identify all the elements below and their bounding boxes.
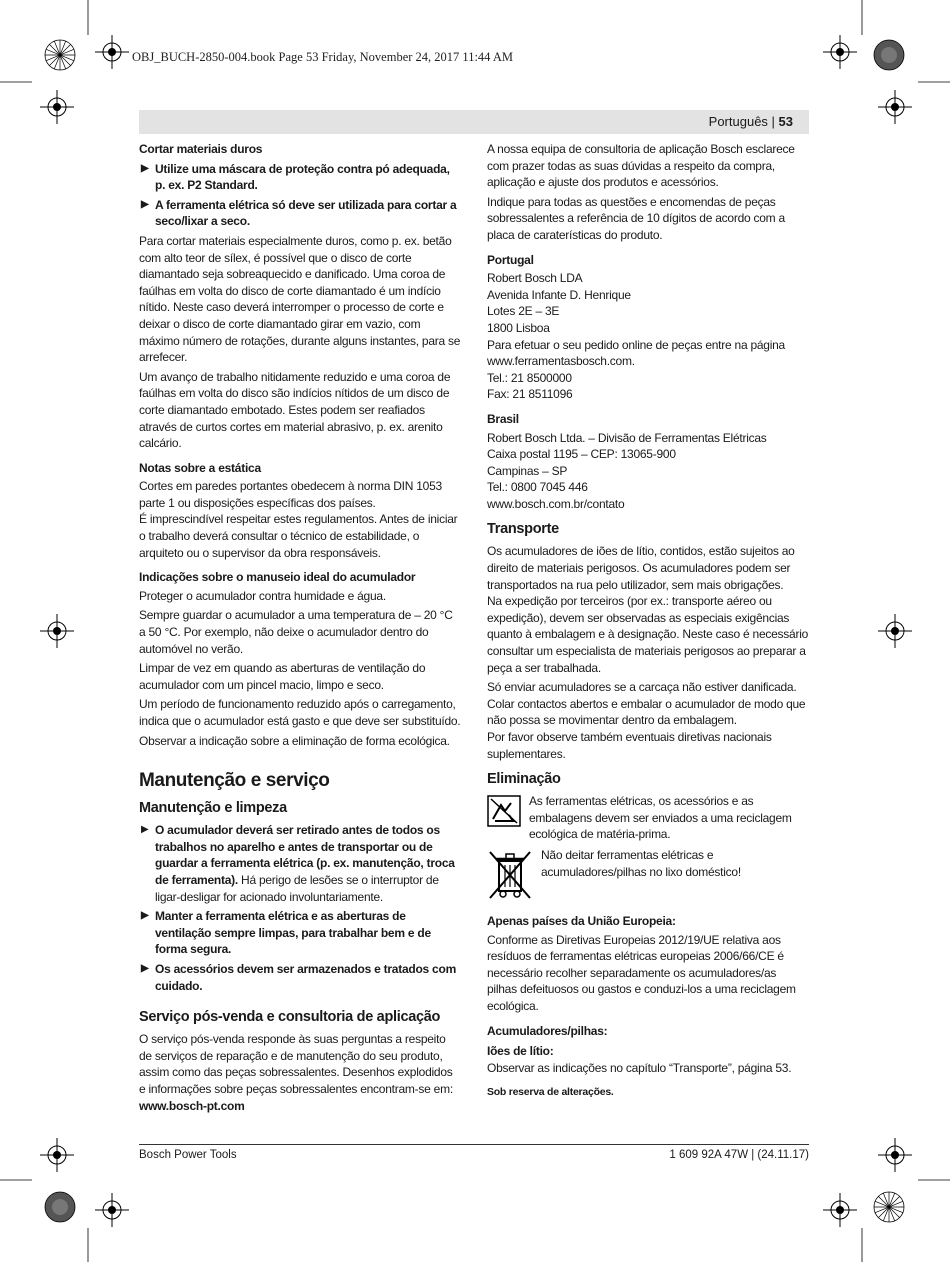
paragraph: Limpar de vez em quando as aberturas de ventilação do acumulador com um pincel macio, limpo e seco. [139, 661, 426, 692]
bullet-text: Há perigo de lesões se o interruptor de ligar-desligar for acionado involuntariamente. [155, 872, 439, 904]
address-line: Lotes 2E – 3E [487, 304, 560, 319]
calibration-disc-icon [873, 39, 905, 71]
paragraph: Para cortar materiais especialmente duros, como p. ex. betão com alto teor de sílex, é possível que o disco de corte diamantado seja sobreaquecido e danificado. Uma coroa de faúlhas em volta do disco de corte diamantado é um indício nítido. Neste caso deverá interromper o processo de corte e deixar o disco de corte diamantado girar em vazio, com máximo número de rotações, durante alguns instantes, para se arrefecer. [139, 233, 461, 365]
footer-doc-number: 1 609 92A 47W | (24.11.17) [669, 1149, 809, 1161]
calibration-disc-icon [44, 1191, 76, 1223]
header-language: Português [708, 114, 768, 129]
address-line: Para efetuar o seu pedido online de peças entre na página www.ferramentasbosch.com. [487, 337, 785, 369]
bullet-text: Manter a ferramenta elétrica e as aberturas de ventilação sempre limpas, para trabalhar bem e de forma segura. [155, 909, 431, 957]
section-heading-acumulador: Indicações sobre o manuseio ideal do acumulador [139, 570, 416, 585]
bullet-triangle-icon: ▶ [141, 910, 149, 922]
paragraph: Sempre guardar o acumulador a uma temperatura de – 20 °C a 50 °C. Por exemplo, não deixe o acumulador dentro do automóvel no verão. [139, 608, 453, 656]
address-line: Caixa postal 1195 – CEP: 13065-900 [487, 447, 676, 462]
address-line: Fax: 21 8511096 [487, 387, 573, 402]
section-heading-cortar: Cortar materiais duros [139, 142, 263, 156]
bullet-item [139, 197, 461, 230]
paragraph: Observar a indicação sobre a eliminação de forma ecológica. [139, 733, 450, 748]
section-heading-transporte: Transporte [487, 521, 559, 538]
bullet-triangle-icon: ▶ [141, 962, 149, 974]
section-heading-ioes: Iões de lítio: [487, 1044, 554, 1059]
bin-notice [487, 847, 809, 881]
paragraph: As ferramentas elétricas, os acessórios e as embalagens devem ser enviados a uma reciclagem ecológica de matéria-prima. [529, 794, 792, 842]
address-line: Campinas – SP [487, 463, 568, 478]
section-heading-servico: Serviço pós-venda e consultoria de aplicação [139, 1009, 441, 1026]
address-line: Robert Bosch Ltda. – Divisão de Ferramentas Elétricas [487, 430, 767, 445]
crossed-out-bin-icon [487, 849, 533, 901]
paragraph: Indique para todas as questões e encomendas de peças sobressalentes a referência de 10 dígitos de acordo com a placa de caraterísticas do produto. [487, 194, 785, 242]
bullet-triangle-icon: ▶ [141, 162, 149, 174]
paragraph: A nossa equipa de consultoria de aplicação Bosch esclarece com prazer todas as suas dúvidas a respeito da compra, aplicação e ajuste dos produtos e acessórios. [487, 142, 795, 190]
right-column [487, 141, 809, 1104]
section-heading-eliminacao: Eliminação [487, 771, 561, 788]
page-number: 53 [778, 114, 793, 129]
page-header [139, 110, 809, 134]
bullet-text: Utilize uma máscara de proteção contra pó adequada, p. ex. P2 Standard. [155, 161, 450, 193]
portugal-address [487, 270, 809, 403]
paragraph: Proteger o acumulador contra humidade e água. [139, 588, 386, 603]
paragraph: Na expedição por terceiros (por ex.: transporte aéreo ou expedição), devem ser observadas as especiais exigências quanto à embalagem e à designação. Neste caso é necessário consultar um especialista de materiais perigosos ao preparar a peça a ser trabalhada. [487, 594, 809, 675]
footer-brand: Bosch Power Tools [139, 1149, 237, 1161]
paragraph: Conforme as Diretivas Europeias 2012/19/UE relativa aos resíduos de ferramentas elétricas europeias 2006/66/CE é necessário recolher separadamente os acumuladores/as pilhas defeituosos ou gastos e conduzi-los a uma reciclagem ecológica. [487, 932, 796, 1013]
bullet-triangle-icon: ▶ [141, 198, 149, 210]
address-line: Tel.: 0800 7045 446 [487, 480, 588, 495]
paragraph: Só enviar acumuladores se a carcaça não estiver danificada. Colar contactos abertos e embalar o acumulador de modo que não possa se movimentar dentro da embalagem. [487, 680, 806, 728]
section-heading-ue: Apenas países da União Europeia: [487, 913, 676, 928]
recycling-notice [487, 793, 809, 843]
book-file-line: OBJ_BUCH-2850-004.book Page 53 Friday, November 24, 2017 11:44 AM [132, 50, 513, 64]
bullet-text: Os acessórios devem ser armazenados e tratados com cuidado. [155, 961, 456, 993]
calibration-disc-icon [873, 1191, 905, 1223]
bullet-text: A ferramenta elétrica só deve ser utilizada para cortar a seco/lixar a seco. [155, 197, 457, 229]
service-url-link[interactable]: www.bosch-pt.com [139, 1098, 245, 1113]
chapter-heading-manutencao: Manutenção e serviço [139, 770, 330, 792]
address-line: 1800 Lisboa [487, 320, 550, 335]
section-heading-limpeza: Manutenção e limpeza [139, 800, 287, 817]
bullet-item [139, 961, 461, 994]
calibration-disc-icon [44, 39, 76, 71]
address-line: Robert Bosch LDA [487, 271, 583, 286]
paragraph: O serviço pós-venda responde às suas perguntas a respeito de serviços de reparação e de manutenção do seu produto, assim como das peças sobressalentes. Desenhos explodidos e informações sobre peças sobressalentes encontram-se em: [139, 1032, 453, 1096]
section-heading-acumuladores-pilhas: Acumuladores/pilhas: [487, 1023, 608, 1038]
bullet-item [139, 822, 461, 905]
paragraph: Cortes em paredes portantes obedecem à norma DIN 1053 parte 1 ou disposições específicas dos países. [139, 479, 442, 510]
paragraph: Os acumuladores de iões de lítio, contidos, estão sujeitos ao direito de materiais perigosos. Os acumuladores podem ser transportados na rua pelo utilizador, sem mais obrigações. [487, 544, 795, 592]
address-line: Avenida Infante D. Henrique [487, 287, 631, 302]
bullet-item [139, 908, 461, 958]
reserva-note: Sob reserva de alterações. [487, 1086, 614, 1099]
paragraph: Não deitar ferramentas elétricas e acumuladores/pilhas no lixo doméstico! [541, 847, 741, 879]
left-column [139, 141, 461, 1117]
brasil-address [487, 430, 809, 513]
bullet-triangle-icon: ▶ [141, 824, 149, 836]
tool-recycling-icon [487, 795, 521, 827]
section-heading-estatica: Notas sobre a estática [139, 460, 261, 475]
bullet-item [139, 161, 461, 194]
footer-rule [139, 1144, 809, 1145]
header-text: Português | 53 [708, 114, 793, 129]
section-heading-portugal: Portugal [487, 252, 534, 267]
paragraph: Um avanço de trabalho nitidamente reduzido e uma coroa de faúlhas em volta do disco são indícios nítidos de um disco de corte diamantado embotado. Estes podem ser reafiados através de curtos cortes em material abrasivo, p. ex. arenito calcário. [139, 369, 451, 451]
paragraph: É imprescindível respeitar estes regulamentos. Antes de iniciar o trabalho deverá consultar o técnico de estabilidade, o arquiteto ou o supervisor da obra responsáveis. [139, 512, 458, 560]
paragraph: Um período de funcionamento reduzido após o carregamento, indica que o acumulador está gasto e que deve ser substituído. [139, 697, 461, 728]
address-line: Tel.: 21 8500000 [487, 370, 572, 385]
address-line: www.bosch.com.br/contato [487, 496, 625, 511]
section-heading-brasil: Brasil [487, 411, 519, 426]
bullet-text-bold: O acumulador deverá ser retirado antes de todos os trabalhos no aparelho e antes de transportar ou de guardar a ferramenta elétrica (p. ex. manutenção, troca de ferramenta). [155, 823, 455, 887]
paragraph: Por favor observe também eventuais diretivas nacionais suplementares. [487, 730, 772, 761]
paragraph: Observar as indicações no capítulo “Transporte”, página 53. [487, 1060, 792, 1075]
